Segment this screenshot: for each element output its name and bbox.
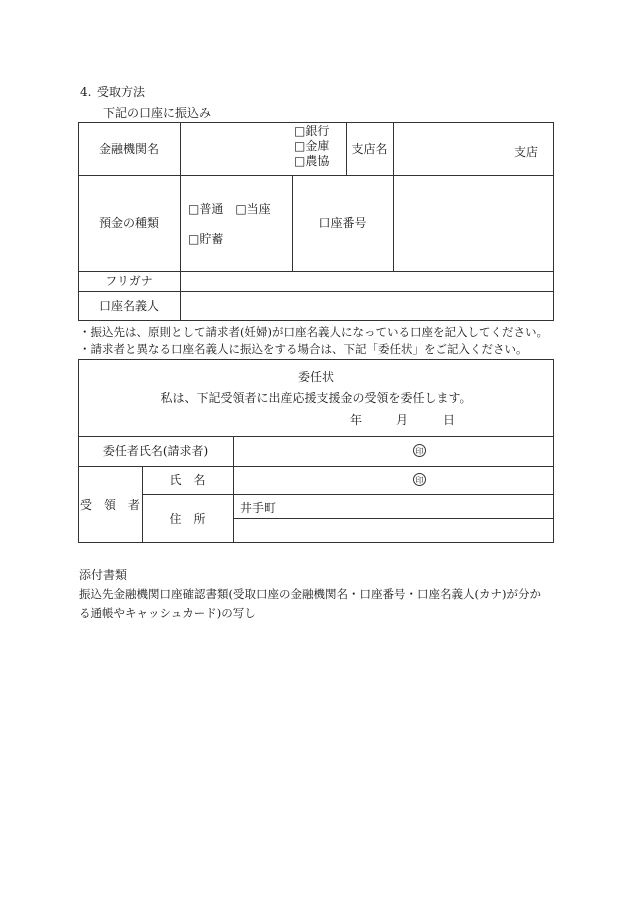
- seal-mark: 印: [413, 444, 426, 457]
- section-subtitle: 下記の口座に振込み: [103, 106, 212, 120]
- delegator-label: 委任者氏名(請求者): [102, 444, 209, 458]
- date-month: 月: [396, 413, 409, 427]
- name-label: 氏 名: [169, 473, 206, 487]
- attachments-line: る通帳やキャッシュカード)の写し: [79, 606, 256, 620]
- address-value[interactable]: 井手町: [240, 501, 277, 515]
- option-bank[interactable]: □銀行: [294, 124, 330, 138]
- seal-mark: 印: [413, 473, 426, 486]
- branch-label: 支店名: [351, 141, 388, 156]
- furigana-label: フリガナ: [105, 274, 153, 288]
- option-nokyo[interactable]: □農協: [294, 154, 330, 168]
- option-shinkin[interactable]: □金庫: [294, 139, 330, 153]
- address-label: 住 所: [169, 511, 206, 526]
- date-day: 日: [443, 413, 456, 427]
- recipient-label: 受 領 者: [79, 497, 140, 512]
- institution-label: 金融機関名: [98, 141, 159, 156]
- holder-label: 口座名義人: [98, 299, 159, 313]
- proxy-statement: 私は、下記受領者に出産応援支援金の受領を委任します。: [160, 391, 472, 405]
- proxy-title: 委任状: [297, 370, 334, 384]
- table-divider: [233, 518, 554, 519]
- table-divider: [180, 122, 181, 321]
- section-number: 4.: [80, 85, 92, 99]
- attachments-title: 添付書類: [79, 568, 128, 582]
- section-title: 受取方法: [97, 85, 146, 99]
- table-divider: [393, 122, 394, 271]
- deposit-type-label: 預金の種類: [98, 216, 159, 230]
- note-line: ・振込先は、原則として請求者(妊婦)が口座名義人になっている口座を記入してください。: [79, 325, 548, 339]
- date-year: 年: [350, 413, 363, 427]
- account-number-label: 口座番号: [318, 216, 367, 230]
- table-divider: [233, 436, 234, 543]
- attachments-line: 振込先金融機関口座確認書類(受取口座の金融機関名・口座番号・口座名義人(カナ)が分か: [79, 587, 541, 601]
- deposit-options-row2[interactable]: □貯蓄: [188, 232, 224, 246]
- note-line: ・請求者と異なる口座名義人に振込をする場合は、下記「委任状」をご記入ください。: [79, 342, 528, 356]
- branch-suffix: 支店: [514, 145, 539, 159]
- deposit-options-row1[interactable]: □普通 □当座: [188, 202, 271, 216]
